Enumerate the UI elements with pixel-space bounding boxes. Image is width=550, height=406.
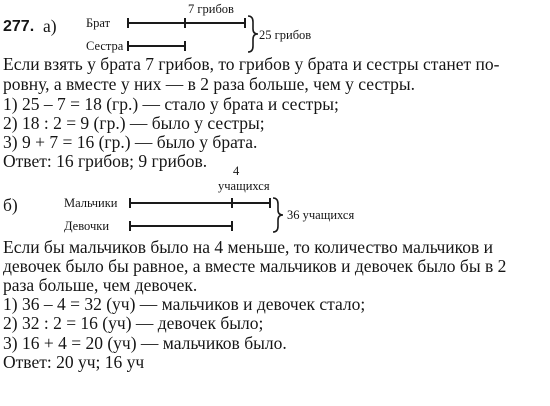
problem-number: 277. bbox=[3, 18, 35, 35]
text-b-line-6: 3) 16 + 4 = 20 (уч) — мальчиков было. bbox=[3, 333, 287, 353]
text-b-line-1: Если бы мальчиков было на 4 меньше, то количество мальчиков и bbox=[3, 237, 493, 257]
text-a-line-1: Если взять у брата 7 грибов, то грибов у брата и сестры станет по- bbox=[3, 54, 500, 74]
label-sister: Сестра bbox=[86, 39, 124, 53]
label-total-b: 36 учащихся bbox=[287, 208, 355, 222]
text-b-line-5: 2) 32 : 2 = 16 (уч) — девочек было; bbox=[3, 313, 264, 333]
text-b-line-2: девочек было бы равное, а вместе мальчиков и девочек было бы в 2 bbox=[3, 256, 507, 276]
text-a-line-3: 1) 25 – 7 = 18 (гр.) — стало у брата и сестры; bbox=[3, 94, 339, 114]
text-a-line-4: 2) 18 : 2 = 9 (гр.) — было у сестры; bbox=[3, 113, 265, 133]
brace-b bbox=[273, 198, 283, 232]
part-b-marker: б) bbox=[3, 195, 18, 215]
label-boys: Мальчики bbox=[64, 196, 118, 210]
label-girls: Девочки bbox=[64, 219, 110, 233]
text-b-line-4: 1) 36 – 4 = 32 (уч) — мальчиков и девочек стало; bbox=[3, 294, 366, 314]
part-a-marker: а) bbox=[43, 16, 57, 36]
diagram-b bbox=[130, 198, 283, 232]
text-b-answer: Ответ: 20 уч; 16 уч bbox=[3, 352, 145, 372]
label-diff-a: 7 грибов bbox=[188, 2, 234, 16]
text-a-line-5: 3) 9 + 7 = 16 (гр.) — было у брата. bbox=[3, 132, 258, 152]
label-diff-b-num: 4 bbox=[233, 164, 240, 178]
text-b-line-3: раза больше, чем девочек. bbox=[3, 275, 198, 295]
text-a-answer: Ответ: 16 грибов; 9 грибов. bbox=[3, 151, 208, 171]
text-a-line-2: ровну, а вместе у них — в 2 раза больше, чем у сестры. bbox=[3, 74, 415, 94]
diagram-a bbox=[128, 16, 258, 52]
brace-a bbox=[248, 16, 258, 52]
label-total-a: 25 грибов bbox=[259, 28, 312, 42]
label-diff-b-word: учащихся bbox=[218, 179, 270, 193]
label-brother: Брат bbox=[86, 16, 111, 30]
